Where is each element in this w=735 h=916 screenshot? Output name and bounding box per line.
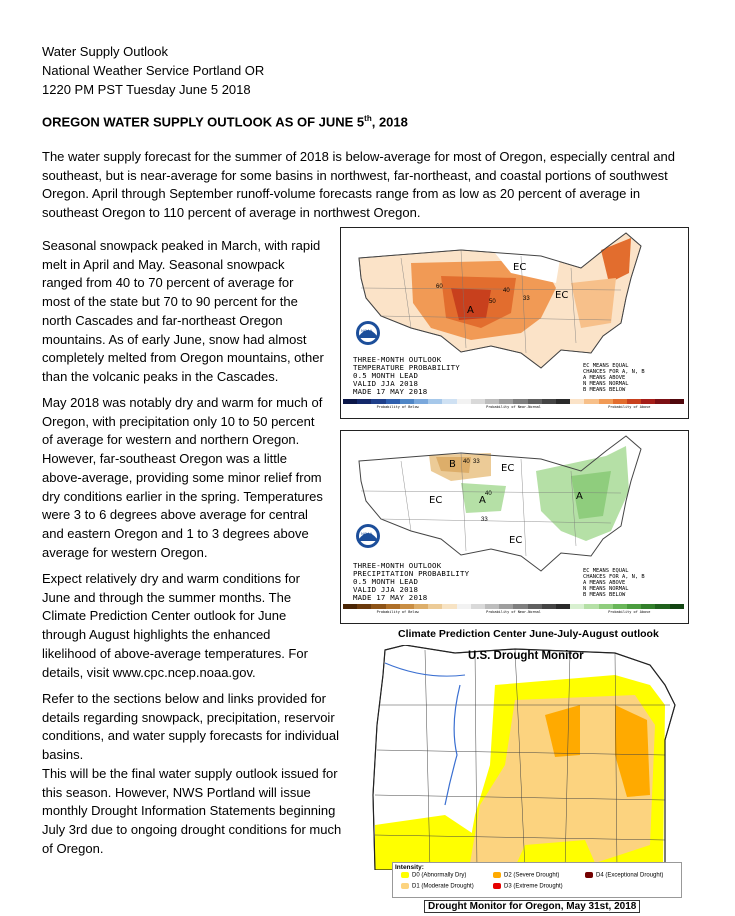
header-line-3: 1220 PM PST Tuesday June 5 2018 [42, 82, 251, 97]
document-header [42, 42, 264, 99]
precip-ec-label: EC [501, 463, 515, 474]
drought-title: U.S. Drought Monitor [468, 650, 584, 662]
precip-num-33: 33 [473, 459, 480, 465]
legend-item-d1 [401, 883, 474, 890]
temperature-outlook-map [340, 227, 689, 419]
snowpack-paragraph: Seasonal snowpack peaked in March, with rapid melt in April and May. Seasonal snowpack ranged from 40 to 70 percent of average for most of the state but 70 to 90 percent for the north Cascades and far-northeast Oregon mountains. As of early June, snow had almost completely melted from Oregon mountains, other than the volcanic peaks in the Cascades. [42, 238, 324, 384]
colorbar-swatch [428, 399, 442, 404]
title-tail: , 2018 [371, 114, 408, 130]
drought-caption: Drought Monitor for Oregon, May 31st, 2018 [424, 900, 640, 913]
colorbar-swatch [343, 399, 357, 404]
precip-a-label: A [479, 495, 486, 506]
colorbar-swatch [556, 604, 570, 609]
cpc-caption: Climate Prediction Center June-July-August outlook [398, 628, 659, 640]
precip-num-40b: 40 [485, 491, 492, 497]
temp-num-50: 50 [489, 299, 496, 305]
precip-cb-above: Probability of Above [608, 610, 651, 614]
colorbar-swatch [584, 604, 598, 609]
precip-a-label-2: A [576, 491, 583, 502]
precip-b-label: B [449, 459, 456, 470]
precipitation-outlook-map [340, 430, 689, 624]
precip-colorbar [343, 604, 684, 615]
legend-item-d2 [493, 872, 559, 879]
title-main: OREGON WATER SUPPLY OUTLOOK AS OF JUNE 5 [42, 114, 365, 130]
header-line-1: Water Supply Outlook [42, 44, 168, 59]
legend-item-d4 [585, 872, 663, 879]
d4-label: D4 (Exceptional Drought) [596, 872, 664, 879]
temp-num-40: 40 [503, 288, 510, 294]
colorbar-swatch [542, 604, 556, 609]
d3-swatch [493, 883, 501, 889]
colorbar-swatch [542, 399, 556, 404]
intro-paragraph: The water supply forecast for the summer of 2018 is below-average for most of Oregon, especially central and southeast, but is near-average for some basins in northwest, far-northeast, and coastal portions of southwest Oregon. April through September runoff-volume forecasts range from as low as 20 percent of average in southeast Oregon to 110 percent of average in northwest Oregon. [42, 149, 675, 221]
precip-legend-block: EC MEANS EQUAL CHANCES FOR A, N, B A MEANS ABOVE N MEANS NORMAL B MEANS BELOW [583, 568, 645, 598]
colorbar-swatch [670, 399, 684, 404]
d0-label: D0 (Abnormally Dry) [412, 872, 467, 879]
noaa-logo-icon [356, 524, 380, 548]
temp-noaa-label: NOAA [361, 328, 373, 333]
temp-title-block: THREE-MONTH OUTLOOK TEMPERATURE PROBABILITY 0.5 MONTH LEAD VALID JJA 2018 MADE 17 MAY 2018 [353, 355, 460, 396]
colorbar-swatch [556, 399, 570, 404]
refer-paragraph: Refer to the sections below and links provided for details regarding snowpack, precipitation, reservoir conditions, and water supply forecasts for individual basins. [42, 691, 339, 763]
d0-swatch [401, 872, 409, 878]
drought-intensity-legend [392, 862, 682, 898]
colorbar-swatch [457, 399, 471, 404]
colorbar-swatch [570, 604, 584, 609]
d2-label: D2 (Severe Drought) [504, 872, 560, 879]
d4-swatch [585, 872, 593, 878]
precip-ec-label-2: EC [429, 495, 443, 506]
may-paragraph: May 2018 was notably dry and warm for much of Oregon, with precipitation only 10 to 50 percent of average for western and northern Oregon. However, far-southeast Oregon was a little above-average, providing some minor relief from dry conditions earlier in the spring. Temperatures were 3 to 6 degrees above average for central and eastern Oregon and 1 to 3 degrees above average for western Oregon. [42, 395, 323, 560]
document-title [42, 114, 408, 129]
d3-label: D3 (Extreme Drought) [504, 883, 563, 890]
temp-cb-normal: Probability of Near-Normal [486, 405, 541, 409]
colorbar-swatch [442, 604, 456, 609]
title-sup: th [364, 114, 372, 123]
precip-num-40: 40 [463, 459, 470, 465]
precip-num-33b: 33 [481, 517, 488, 523]
colorbar-swatch [343, 604, 357, 609]
colorbar-swatch [670, 604, 684, 609]
expect-paragraph: Expect relatively dry and warm conditions for June and through the summer months. The Climate Prediction Center outlook for June through August highlights the enhanced likelihood of above-average temperatures. For details, visit www.cpc.ncep.noaa.gov. [42, 571, 308, 680]
colorbar-swatch [471, 604, 485, 609]
temp-num-60: 60 [436, 284, 443, 290]
d2-swatch [493, 872, 501, 878]
d1-swatch [401, 883, 409, 889]
colorbar-swatch [428, 604, 442, 609]
legend-item-d3 [493, 883, 563, 890]
noaa-logo-icon [356, 321, 380, 345]
colorbar-swatch [357, 399, 371, 404]
precip-title-block: THREE-MONTH OUTLOOK PRECIPITATION PROBABILITY 0.5 MONTH LEAD VALID JJA 2018 MADE 17 MAY 2018 [353, 561, 470, 602]
oregon-drought-graphic [365, 645, 695, 870]
colorbar-swatch [357, 604, 371, 609]
intensity-title: Intensity: [395, 864, 424, 871]
temp-cb-below: Probability of Below [376, 405, 419, 409]
precip-noaa-label: NOAA [361, 531, 373, 536]
temp-num-33: 33 [523, 296, 530, 302]
precip-cb-below: Probability of Below [376, 610, 419, 614]
colorbar-swatch [584, 399, 598, 404]
colorbar-swatch [655, 399, 669, 404]
drought-monitor-map [365, 645, 695, 870]
d1-label: D1 (Moderate Drought) [412, 883, 474, 890]
colorbar-swatch [655, 604, 669, 609]
colorbar-swatch [471, 399, 485, 404]
colorbar-swatch [457, 604, 471, 609]
temp-a-label: A [467, 305, 474, 316]
colorbar-swatch [570, 399, 584, 404]
legend-item-d0 [401, 872, 466, 879]
temp-colorbar [343, 399, 684, 410]
colorbar-swatch [442, 399, 456, 404]
temp-ec-label-2: EC [555, 290, 569, 301]
temp-ec-label: EC [513, 262, 527, 273]
temp-cb-above: Probability of Above [608, 405, 651, 409]
precip-ec-label-3: EC [509, 535, 523, 546]
precip-cb-normal: Probability of Near-Normal [486, 610, 541, 614]
final-paragraph: This will be the final water supply outlook issued for this season. However, NWS Portland will issue monthly Drought Information Statements beginning July 3rd due to ongoing drought conditions for much of Oregon. [42, 766, 342, 856]
temp-legend-block: EC MEANS EQUAL CHANCES FOR A, N, B A MEANS ABOVE N MEANS NORMAL B MEANS BELOW [583, 363, 645, 393]
header-line-2: National Weather Service Portland OR [42, 63, 265, 78]
